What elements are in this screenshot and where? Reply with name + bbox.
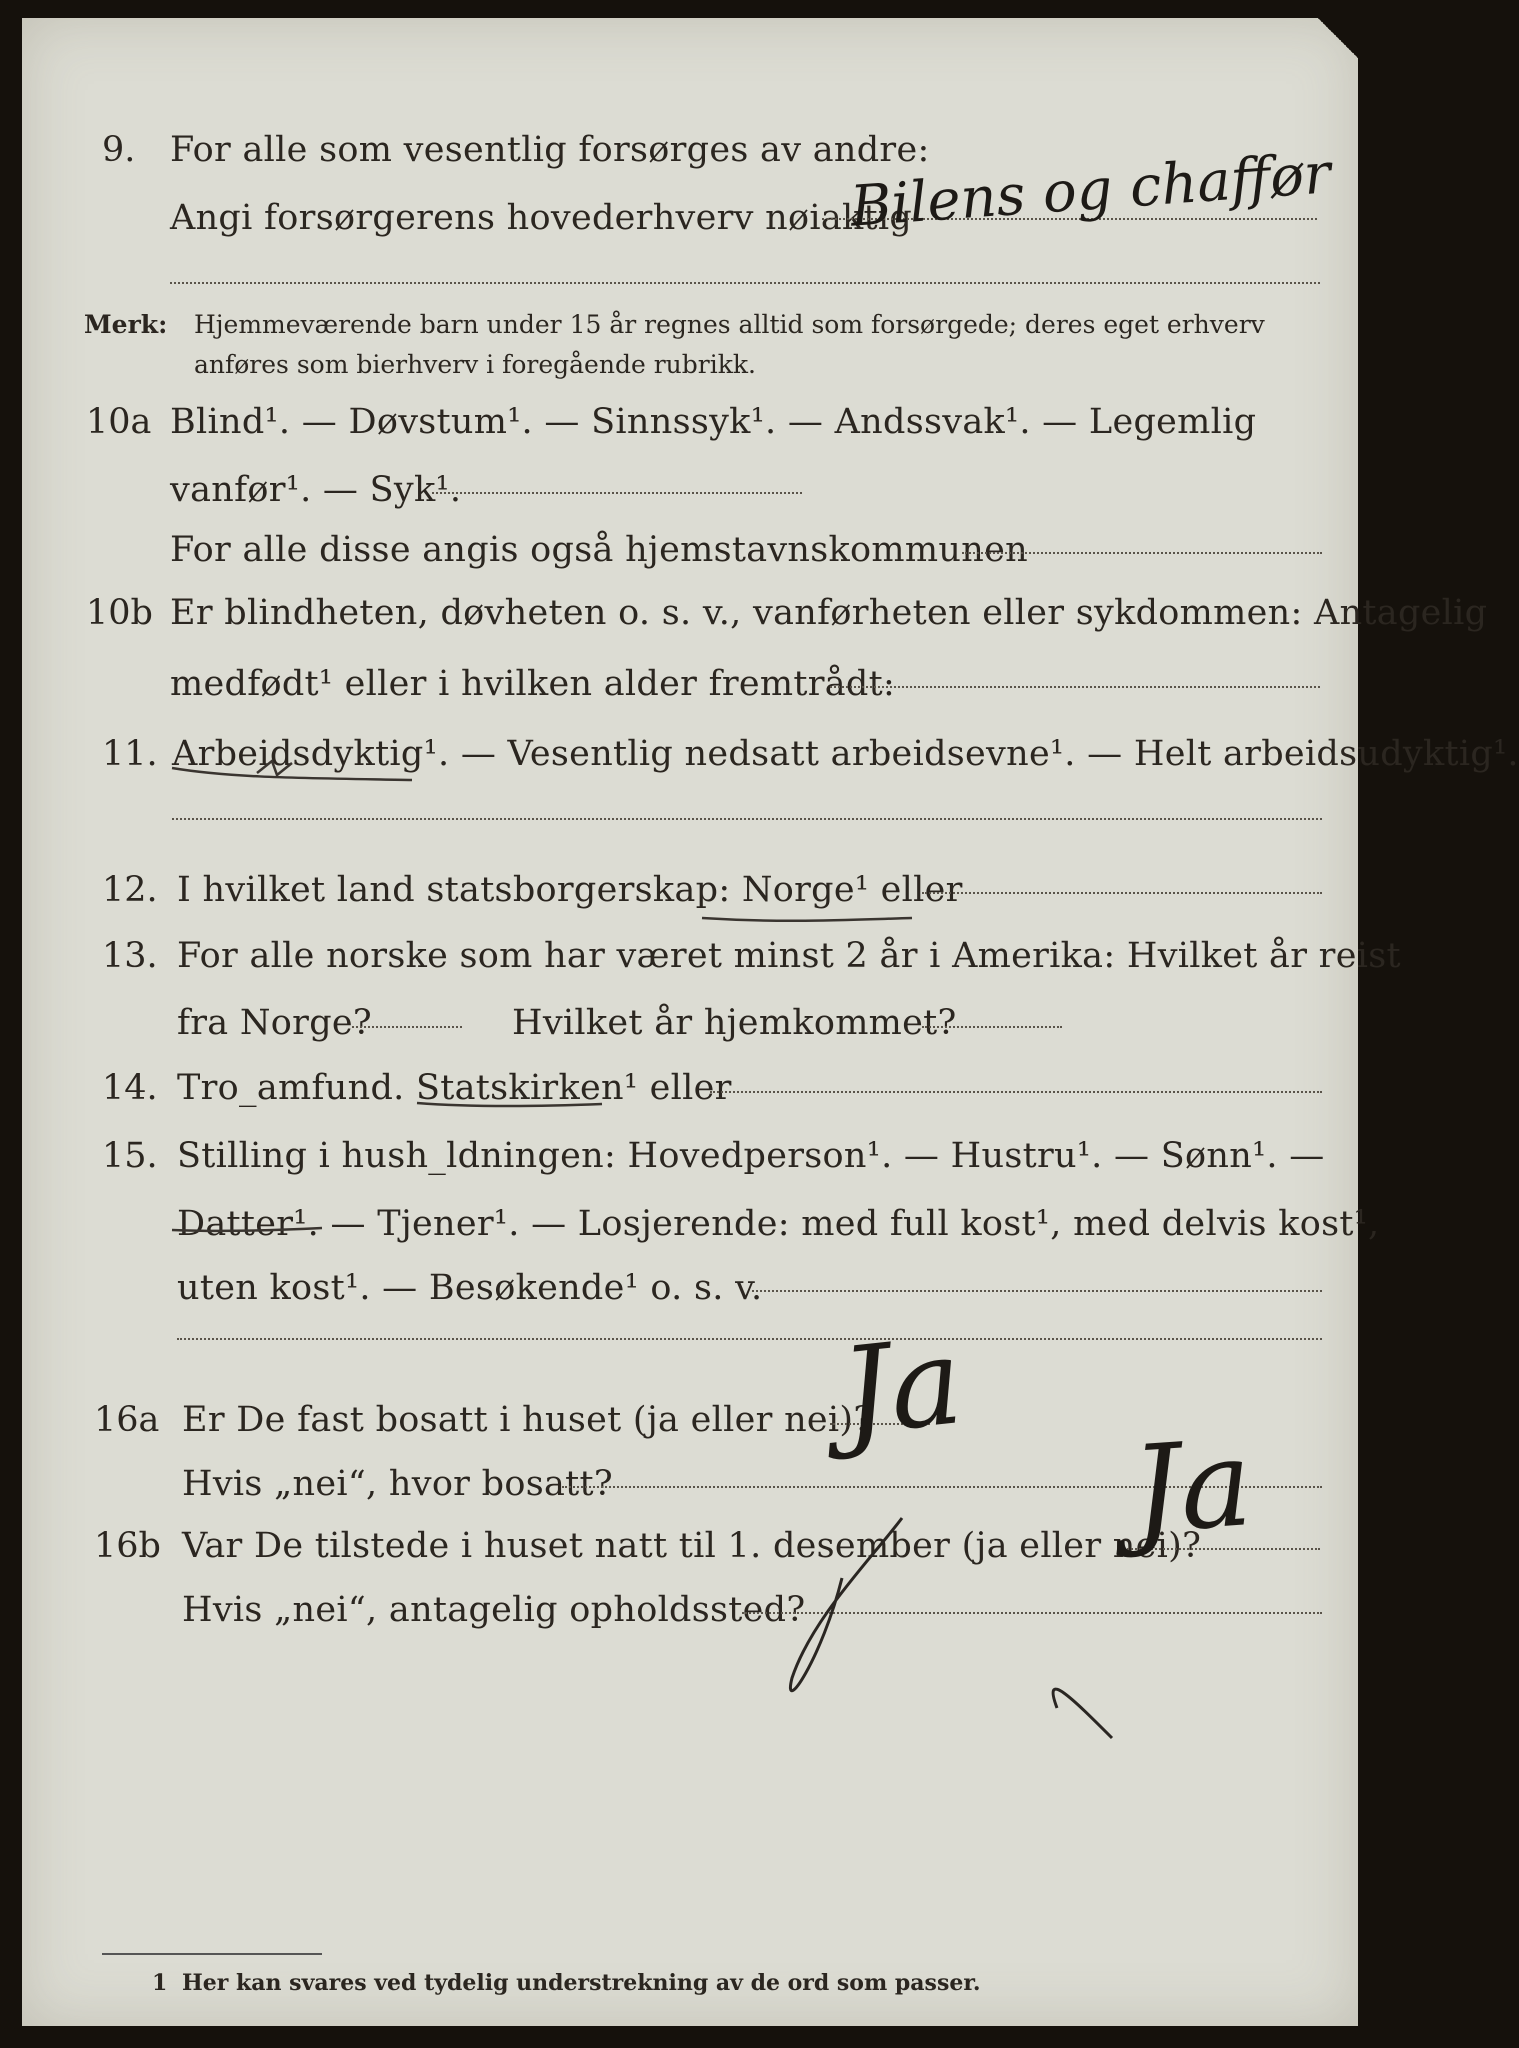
q13-line2a: fra Norge? <box>177 1003 372 1043</box>
q16a-line1: Er De fast bosatt i huset (ja eller nei)? <box>182 1400 873 1440</box>
q10a-syk-line <box>432 492 802 494</box>
footnote-text: Her kan svares ved tydelig understrekning av de ord som passer. <box>182 1970 981 1996</box>
q10a-kommune-line <box>962 552 1322 554</box>
q11-line1: Arbeidsdyktig¹. — Vesentlig nedsatt arbeidsevne¹. — Helt arbeidsudyktig¹. <box>172 734 1519 774</box>
q10a-line1: Blind¹. — Døvstum¹. — Sinnssyk¹. — Andssvak¹. — Legemlig <box>170 402 1257 442</box>
merk-label: Merk: <box>84 310 168 339</box>
q9-extra-line <box>170 282 1320 284</box>
q12-answer-line <box>922 892 1322 894</box>
q15-line2: Datter¹. — Tjener¹. — Losjerende: med full kost¹, med delvis kost¹, <box>177 1204 1380 1244</box>
q10b-number: 10b <box>86 593 153 633</box>
q15-line3: uten kost¹. — Besøkende¹ o. s. v. <box>177 1268 763 1308</box>
q9-line1: For alle som vesentlig forsørges av andre: <box>170 130 930 170</box>
q15-number: 15. <box>102 1136 158 1176</box>
q9-handwritten-answer[interactable]: Bilens og chaffør <box>848 141 1333 240</box>
q10b-line1: Er blindheten, døvheten o. s. v., vanførheten eller sykdommen: Antagelig <box>170 593 1488 633</box>
q16b-line2: Hvis „nei“, antagelig opholdssted? <box>182 1590 806 1630</box>
footnote-mark: 1 <box>152 1970 168 1996</box>
q15-extra-line <box>177 1338 1322 1340</box>
underline-norge <box>702 918 912 921</box>
q13-line2b: Hvilket år hjemkommet? <box>512 1003 957 1043</box>
merk-line1: Hjemmeværende barn under 15 år regnes alltid som forsørgede; deres eget erhverv <box>194 310 1265 339</box>
footnote-rule <box>102 1953 322 1955</box>
merk-line2: anføres som bierhverv i foregående rubrikk. <box>194 350 756 379</box>
q13-hjemkommet-line <box>922 1026 1062 1028</box>
q9-number: 9. <box>102 130 136 170</box>
q10b-line2: medfødt¹ eller i hvilken alder fremtrådt: <box>170 664 896 704</box>
q15-line1: Stilling i hush_ldningen: Hovedperson¹. — Hustru¹. — Sønn¹. — <box>177 1136 1325 1176</box>
q13-line1: For alle norske som har været minst 2 år i Amerika: Hvilket år reist <box>177 936 1401 976</box>
q10a-number: 10a <box>86 402 152 442</box>
q10a-line3: For alle disse angis også hjemstavnskommunen <box>170 530 1028 570</box>
q14-line1: Tro_amfund. Statskirken¹ eller <box>177 1068 732 1108</box>
census-form-page <box>22 18 1519 2026</box>
q11-number: 11. <box>102 734 158 774</box>
q16b-number: 16b <box>94 1526 161 1566</box>
q9-line2: Angi forsørgerens hovederhverv nøiaktig <box>170 198 913 238</box>
q12-number: 12. <box>102 870 158 910</box>
q16a-line2: Hvis „nei“, hvor bosatt? <box>182 1464 613 1504</box>
q13-reist-line <box>352 1026 462 1028</box>
q10a-line2: vanfør¹. — Syk¹. <box>170 470 462 510</box>
q15-answer-line <box>752 1290 1322 1292</box>
q16a-number: 16a <box>94 1400 160 1440</box>
q16a-handwritten-answer[interactable]: Ja <box>835 1312 969 1463</box>
q12-line1: I hvilket land statsborgerskap: Norge¹ eller <box>177 870 963 910</box>
q16b-opholdssted-line <box>742 1612 1322 1614</box>
q16b-line1: Var De tilstede i huset natt til 1. desember (ja eller nei)? <box>182 1526 1202 1566</box>
q14-number: 14. <box>102 1068 158 1108</box>
q13-number: 13. <box>102 936 158 976</box>
q16b-handwritten-answer[interactable]: Ja <box>1127 1413 1257 1562</box>
pen-flourish-16b <box>1053 1689 1112 1738</box>
q14-answer-line <box>710 1091 1322 1093</box>
q11-extra-line <box>172 818 1322 820</box>
q10b-answer-line <box>830 686 1320 688</box>
